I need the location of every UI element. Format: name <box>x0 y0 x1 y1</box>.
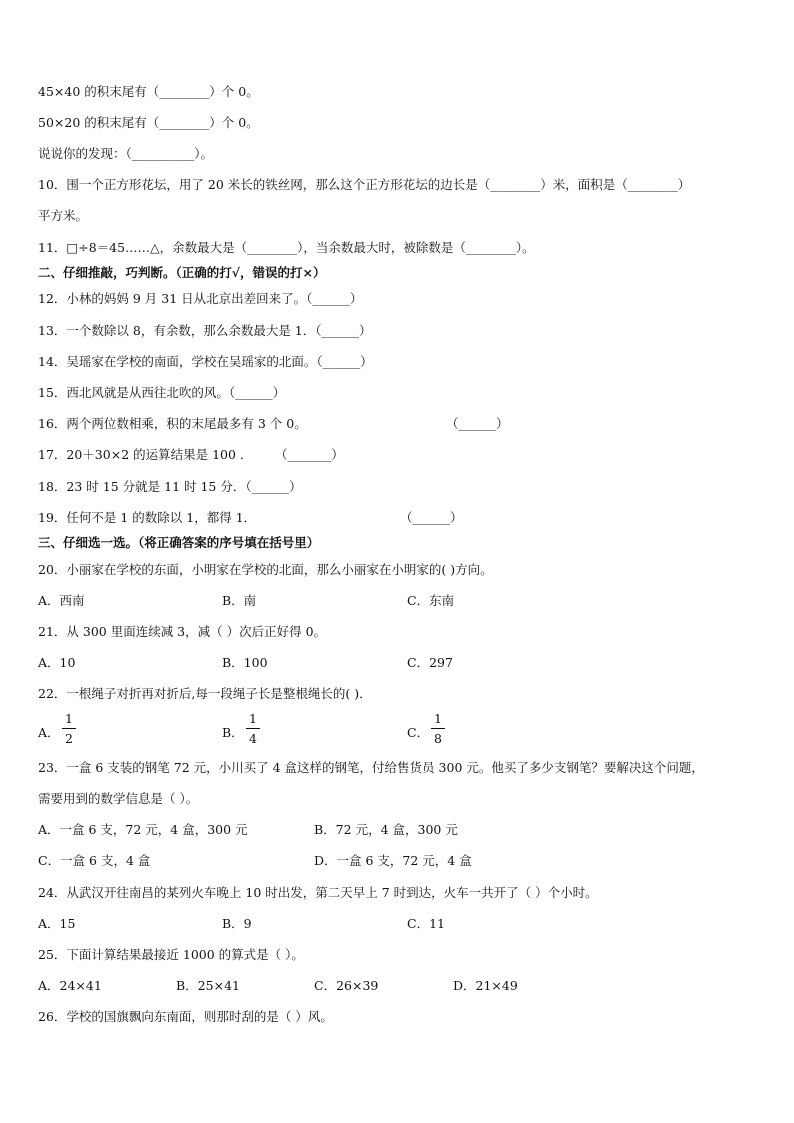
numerator: 1 <box>434 711 442 726</box>
question-19: 19．任何不是 1 的数除以 1，都得 1． <box>38 510 257 525</box>
question-25-option-d: D．21×49 <box>453 978 518 993</box>
question-23-line2: 需要用到的数学信息是（ ）。 <box>38 791 199 806</box>
question-12: 12．小林的妈妈 9 月 31 日从北京出差回来了。（______） <box>38 291 363 306</box>
question-25-option-c: C．26×39 <box>314 978 379 993</box>
question-11: 11．□÷8＝45……△，余数最大是（________），当余数最大时，被除数是（________）。 <box>38 240 535 255</box>
question-21-option-a: A．10 <box>38 655 76 670</box>
question-17-answer-blank: （_______） <box>275 447 344 462</box>
question-21-option-c: C．297 <box>407 655 453 670</box>
question-20: 20．小丽家在学校的东面，小明家在学校的北面，那么小丽家在小明家的( )方向。 <box>38 562 493 577</box>
question-25-option-a: A．24×41 <box>38 978 102 993</box>
fraction-bar <box>431 728 445 729</box>
question-21: 21．从 300 里面连续减 3，减（ ）次后正好得 0。 <box>38 624 327 639</box>
section-2-heading: 二、仔细推敲，巧判断。（正确的打√，错误的打×） <box>38 265 326 280</box>
question-line-50x20: 50×20 的积末尾有（________）个 0。 <box>38 115 259 130</box>
numerator: 1 <box>249 711 257 726</box>
question-22: 22．一根绳子对折再对折后,每一段绳子长是整根绳长的( )． <box>38 686 372 701</box>
denominator: 8 <box>434 731 442 746</box>
question-21-option-b: B．100 <box>222 655 268 670</box>
fraction <box>246 711 260 746</box>
question-26: 26．学校的国旗飘向东南面，则那时刮的是（ ）风。 <box>38 1009 333 1024</box>
question-10-line1: 10．围一个正方形花坛，用了 20 米长的铁丝网，那么这个正方形花坛的边长是（________）米，面积是（________） <box>38 177 691 192</box>
denominator: 2 <box>65 731 73 746</box>
question-24-option-a: A．15 <box>38 916 76 931</box>
fraction <box>431 711 445 746</box>
fraction <box>62 711 76 746</box>
question-13: 13．一个数除以 8，有余数，那么余数最大是 1．（______） <box>38 323 372 338</box>
question-16-answer-blank: （______） <box>446 416 509 431</box>
numerator: 1 <box>65 711 73 726</box>
question-20-option-b: B．南 <box>222 593 257 608</box>
question-25-option-b: B．25×41 <box>176 978 240 993</box>
question-line-discovery: 说说你的发现：（__________）。 <box>38 146 214 161</box>
fraction-bar <box>246 728 260 729</box>
question-23-option-a: A．一盒 6 支，72 元，4 盒，300 元 <box>38 822 248 837</box>
option-label: C． <box>407 725 430 740</box>
question-23-option-b: B．72 元，4 盒，300 元 <box>314 822 458 837</box>
option-label: A． <box>38 725 60 740</box>
denominator: 4 <box>249 731 257 746</box>
question-24-option-c: C．11 <box>407 916 445 931</box>
question-24-option-b: B．9 <box>222 916 252 931</box>
question-25: 25．下面计算结果最接近 1000 的算式是（ ）。 <box>38 947 304 962</box>
question-23-option-d: D．一盒 6 支，72 元，4 盒 <box>314 853 472 868</box>
question-24: 24．从武汉开往南昌的某列火车晚上 10 时出发，第二天早上 7 时到达，火车一共开了（ ）个小时。 <box>38 885 598 900</box>
option-label: B． <box>222 725 244 740</box>
question-15: 15．西北风就是从西往北吹的风。（______） <box>38 385 286 400</box>
question-16: 16．两个两位数相乘，积的末尾最多有 3 个 0。 <box>38 416 307 431</box>
question-23-line1: 23．一盒 6 支装的钢笔 72 元，小川买了 4 盒这样的钢笔，付给售货员 300 元。他买了多少支钢笔？要解决这个问题， <box>38 760 704 775</box>
question-20-option-c: C．东南 <box>407 593 455 608</box>
fraction-bar <box>62 728 76 729</box>
section-3-heading: 三、仔细选一选。（将正确答案的序号填在括号里） <box>38 535 320 550</box>
question-line-45x40: 45×40 的积末尾有（________）个 0。 <box>38 84 259 99</box>
question-14: 14．吴瑶家在学校的南面，学校在吴瑶家的北面。（______） <box>38 354 373 369</box>
question-19-answer-blank: （______） <box>400 510 463 525</box>
question-17: 17．20＋30×2 的运算结果是 100 ． <box>38 447 253 462</box>
question-18: 18．23 时 15 分就是 11 时 15 分．（______） <box>38 479 302 494</box>
question-23-option-c: C．一盒 6 支，4 盒 <box>38 853 151 868</box>
question-20-option-a: A．西南 <box>38 593 85 608</box>
question-10-line2: 平方米。 <box>38 208 89 223</box>
